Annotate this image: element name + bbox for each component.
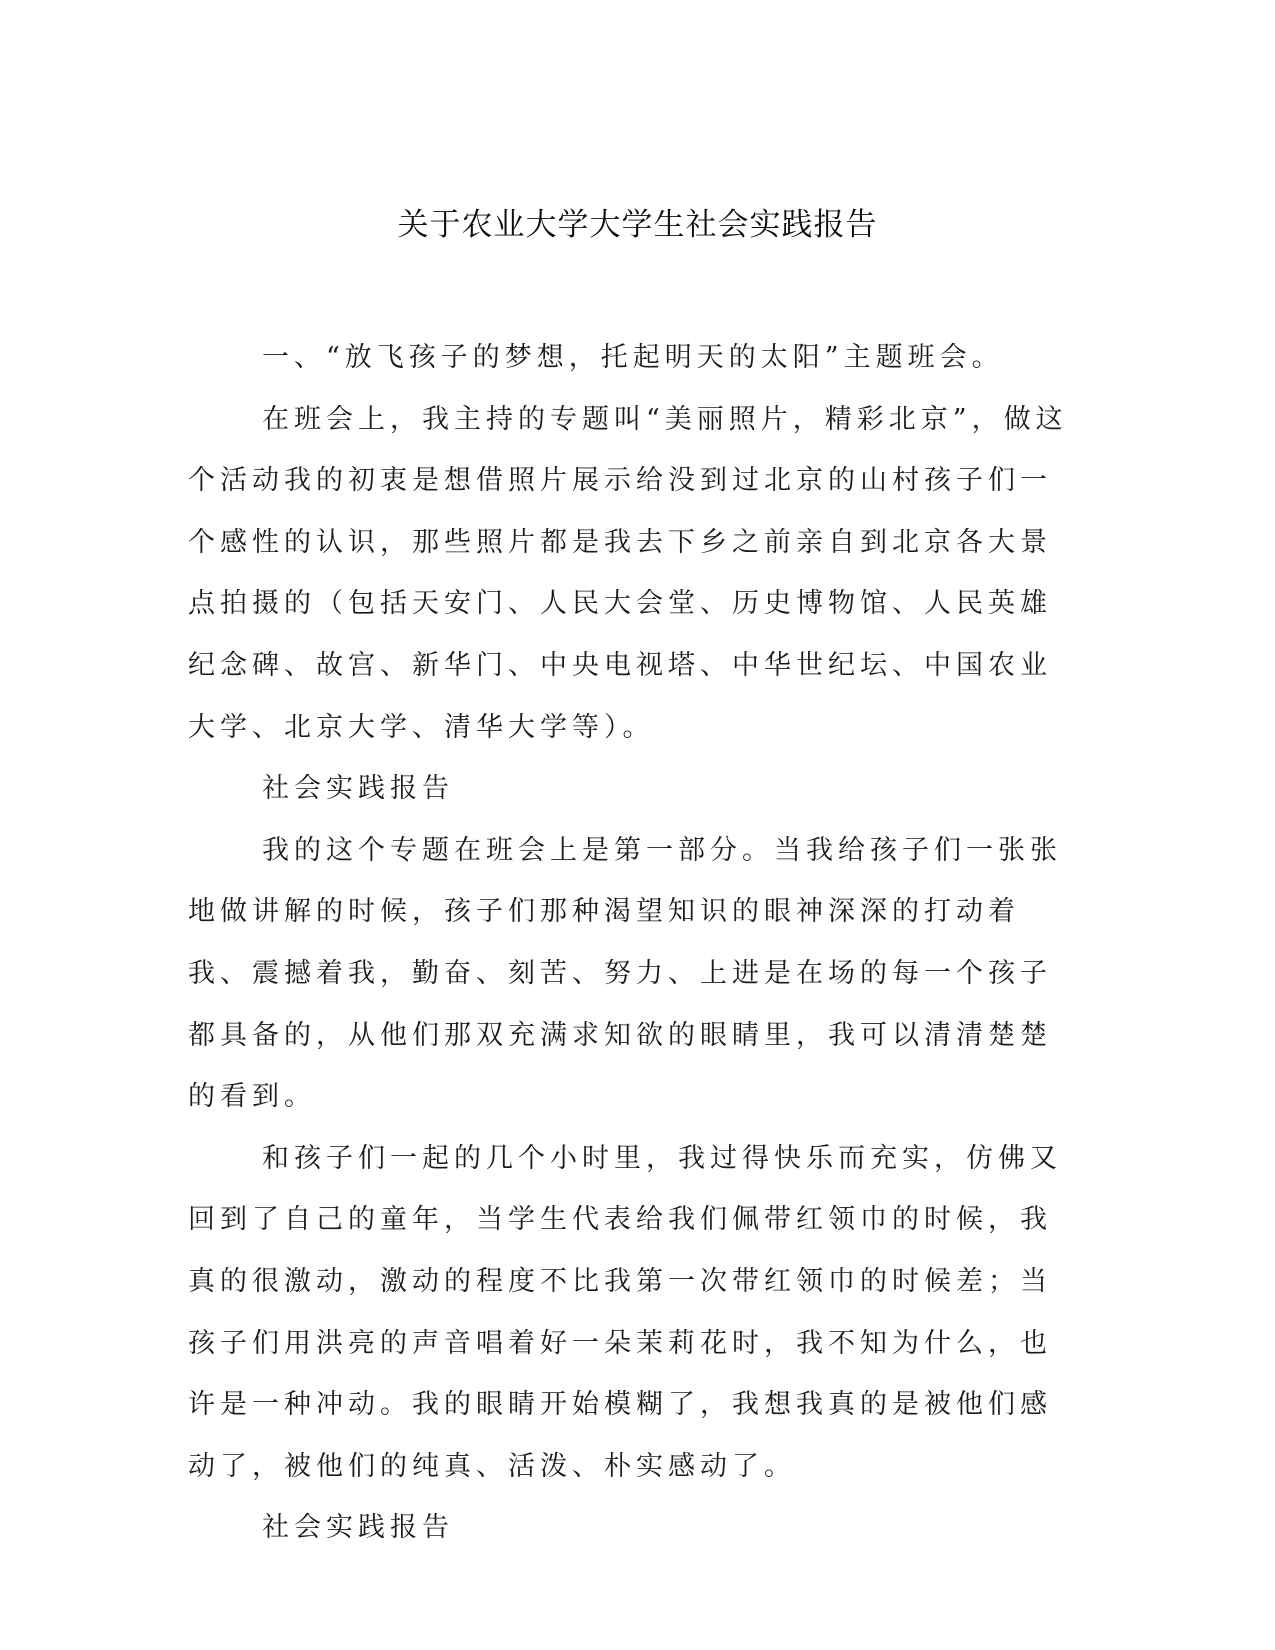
paragraph-section-label-2: 社会实践报告 (262, 1512, 454, 1544)
paragraph-photo-topic: 在班会上，我主持的专题叫“美丽照片，精彩北京”，做这个活动我的初衷是想借照片展示给没到过北京的山村孩子们一个感性的认识，那些照片都是我去下乡之前亲自到北京各大景点拍摄的（包括天安门、人民大会堂、历史博物馆、人民英雄纪念碑、故宫、新华门、中央电视塔、中华世纪坛、中国农业大学、北京大学、清华大学等）。 (188, 403, 1068, 743)
document-body (188, 327, 1076, 1559)
paragraph-children-eyes: 我的这个专题在班会上是第一部分。当我给孩子们一张张地做讲解的时候，孩子们那种渴望知识的眼神深深的打动着我、震撼着我，勤奋、刻苦、努力、上进是在场的每一个孩子都具备的，从他们那双充满求知欲的眼睛里，我可以清清楚楚的看到。 (188, 834, 1062, 1113)
paragraph-section-label: 社会实践报告 (262, 773, 454, 805)
paragraph-heading-class-meeting: 一、“放飞孩子的梦想，托起明天的太阳”主题班会。 (262, 342, 1004, 373)
document-title: 关于农业大学大学生社会实践报告 (397, 207, 878, 243)
paragraph-hours-with-children: 和孩子们一起的几个小时里，我过得快乐而充实，仿佛又回到了自己的童年，当学生代表给我们佩带红领巾的时候，我真的很激动，激动的程度不比我第一次带红领巾的时候差；当孩子们用洪亮的声音唱着好一朵茉莉花时，我不知为什么，也许是一种冲动。我的眼睛开始模糊了，我想我真的是被他们感动了，被他们的纯真、活泼、朴实感动了。 (188, 1142, 1062, 1482)
